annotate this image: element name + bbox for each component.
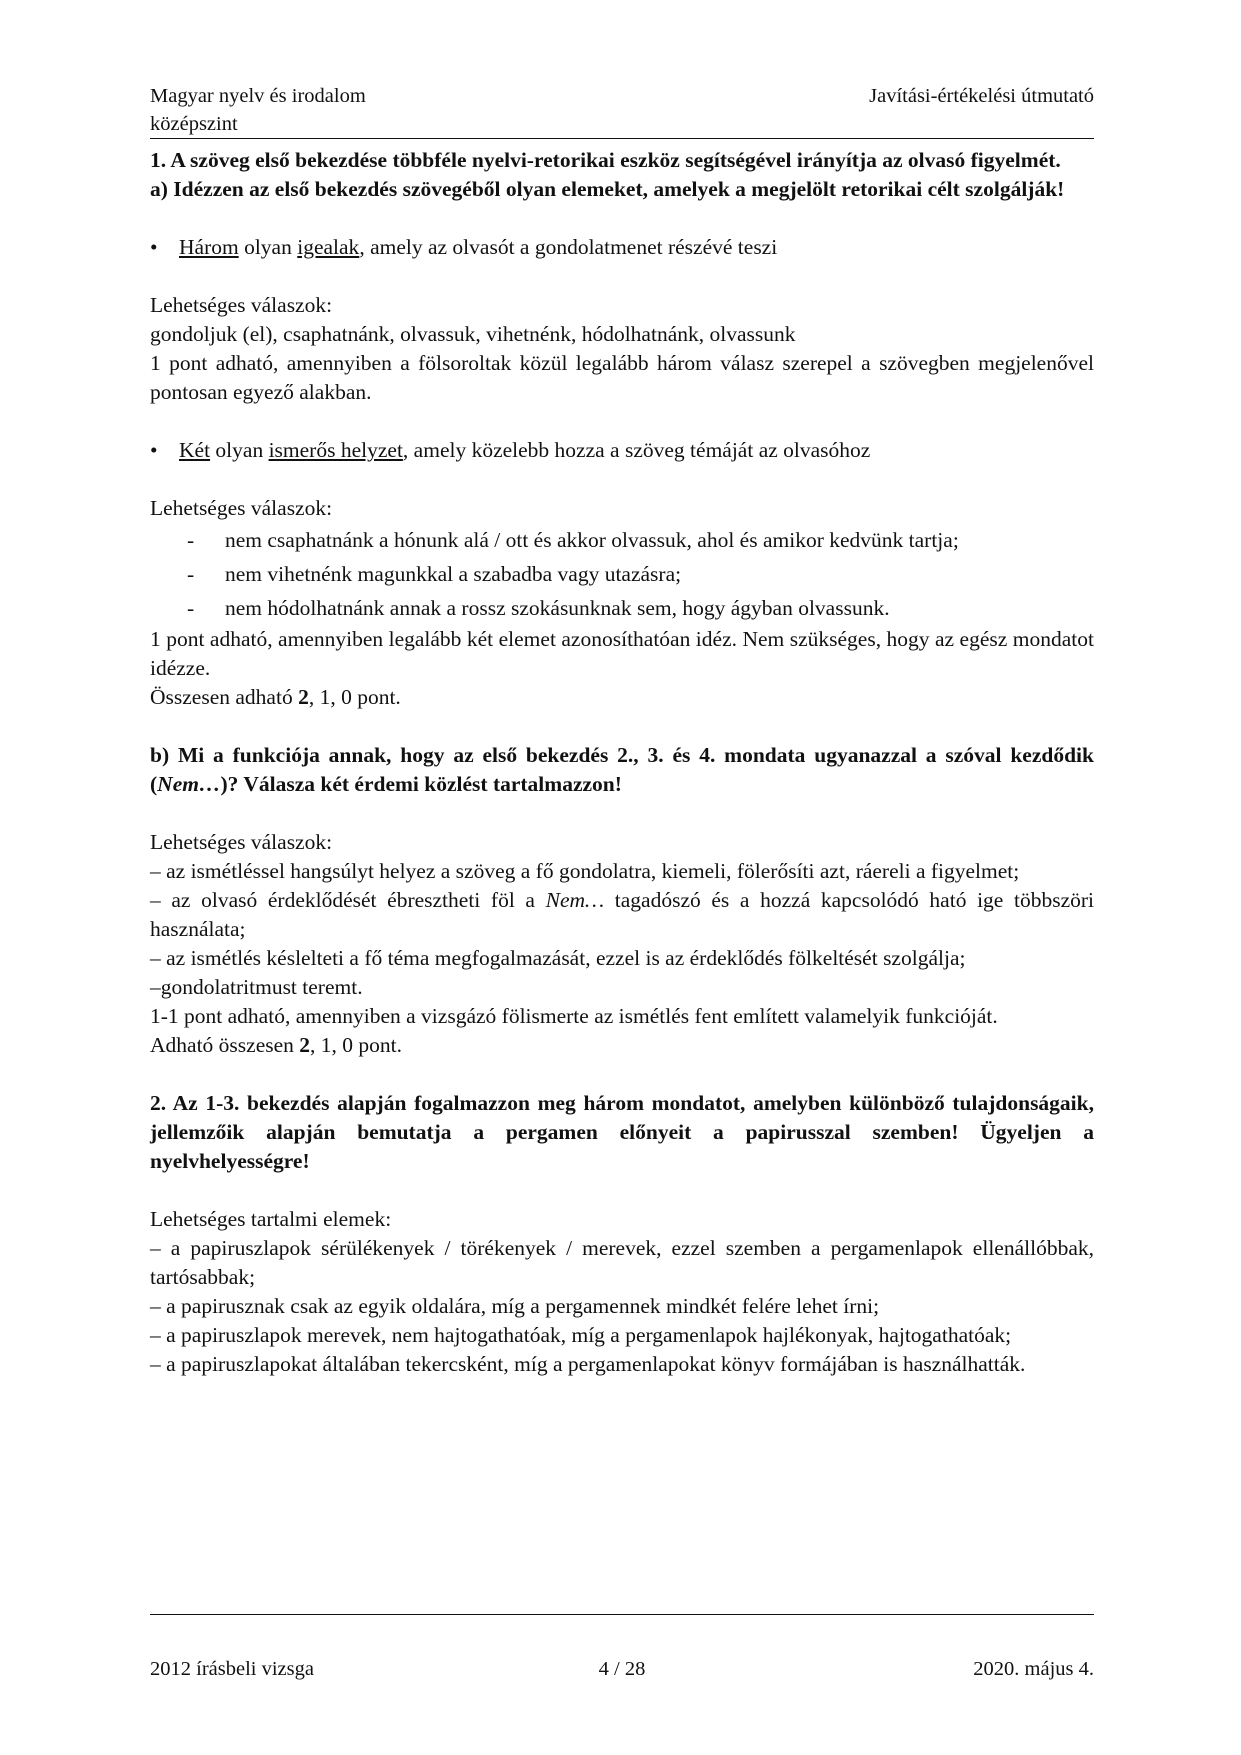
- scoring-verb-forms: 1 pont adható, amennyiben a fölsoroltak közül legalább három válasz szerepel a szövegben megjelenővel pontosan egyező alakban.: [150, 351, 1094, 404]
- list-item: – az olvasó érdeklődését ébresztheti föl a Nem… tagadószó és a hozzá kapcsolódó ható ige többszöri használata;: [150, 888, 1094, 941]
- list-item: – a papiruszlapok sérülékenyek / törékenyek / merevek, ezzel szemben a pergamenlapok ellenállóbbak, tartósabbak;: [150, 1236, 1094, 1289]
- list-item: – a papiruszlapokat általában tekercsként, míg a pergamenlapokat könyv formájában is használhatták.: [150, 1352, 1026, 1376]
- q2-title: 2. Az 1-3. bekezdés alapján fogalmazzon meg három mondatot, amelyben különböző tulajdonságaik, jellemzőik alapján bemutatja a pergamen előnyeit a papirusszal szemben! Ügyeljen a nyelvhelyességre!: [150, 1091, 1094, 1173]
- q1-b-question: b) Mi a funkciója annak, hogy az első bekezdés 2., 3. és 4. mondata ugyanazzal a szóval kezdődik (Nem…)? Válasza két érdemi közlést tartalmazzon!: [150, 743, 1094, 796]
- footer-date: 2020. május 4.: [973, 1658, 1094, 1680]
- list-item: – az ismétléssel hangsúlyt helyez a szöveg a fő gondolatra, kiemeli, fölerősíti azt, ráereli a figyelmet;: [150, 859, 1020, 883]
- header-divider: [150, 138, 1094, 139]
- list-item: – az ismétlés késlelteti a fő téma megfogalmazását, ezzel is az érdeklődés fölkeltését szolgálja;: [150, 946, 966, 970]
- list-item: - nem csaphatnánk a hónunk alá / ott és akkor olvassuk, ahol és amikor kedvünk tartja;: [187, 528, 959, 552]
- total-points-b: Adható összesen 2, 1, 0 pont.: [150, 1033, 403, 1057]
- total-points-a: Összesen adható 2, 1, 0 pont.: [150, 685, 401, 709]
- header-level: középszint: [150, 113, 238, 135]
- q1-a-question: a) Idézzen az első bekezdés szövegéből olyan elemeket, amelyek a megjelölt retorikai célt szolgálják!: [150, 177, 1065, 201]
- footer-exam: 2012 írásbeli vizsga: [150, 1658, 314, 1680]
- footer-divider: [150, 1614, 1094, 1615]
- list-item: – a papiruszlapok merevek, nem hajtogathatóak, míg a pergamenlapok hajlékonyak, hajtogathatóak;: [150, 1323, 1012, 1347]
- possible-answers-label: Lehetséges válaszok:: [150, 496, 333, 520]
- q1-bullet-situations: • Két olyan ismerős helyzet, amely közelebb hozza a szöveg témáját az olvasóhoz: [150, 436, 1094, 465]
- header-doc-type: Javítási-értékelési útmutató: [869, 85, 1094, 107]
- content-elements-label: Lehetséges tartalmi elemek:: [150, 1207, 392, 1231]
- list-item: - nem hódolhatnánk annak a rossz szokásunknak sem, hogy ágyban olvassunk.: [187, 596, 890, 620]
- bullet-icon: •: [150, 438, 158, 462]
- q1-title: 1. A szöveg első bekezdése többféle nyelvi-retorikai eszköz segítségével irányítja az olvasó figyelmét.: [150, 148, 1061, 172]
- scoring-situations: 1 pont adható, amennyiben legalább két elemet azonosíthatóan idéz. Nem szükséges, hogy az egész mondatot idézze.: [150, 627, 1094, 680]
- bullet-icon: •: [150, 235, 158, 259]
- document-body: [150, 146, 1094, 1379]
- possible-answers-label: Lehetséges válaszok:: [150, 830, 333, 854]
- list-item: –gondolatritmust teremt.: [150, 975, 363, 999]
- footer-page-number: 4 / 28: [598, 1658, 646, 1680]
- possible-answers-label: Lehetséges válaszok:: [150, 293, 333, 317]
- header-subject: Magyar nyelv és irodalom: [150, 85, 366, 107]
- q1-bullet-verb-forms: • Három olyan igealak, amely az olvasót a gondolatmenet részévé teszi: [150, 233, 1094, 262]
- list-item: – a papirusznak csak az egyik oldalára, míg a pergamennek mindkét felére lehet írni;: [150, 1294, 880, 1318]
- answers-verb-forms: gondoljuk (el), csaphatnánk, olvassuk, vihetnénk, hódolhatnánk, olvassunk: [150, 322, 796, 346]
- list-item: - nem vihetnénk magunkkal a szabadba vagy utazásra;: [187, 562, 682, 586]
- scoring-function: 1-1 pont adható, amennyiben a vizsgázó fölismerte az ismétlés fent említett valamelyik funkcióját.: [150, 1004, 998, 1028]
